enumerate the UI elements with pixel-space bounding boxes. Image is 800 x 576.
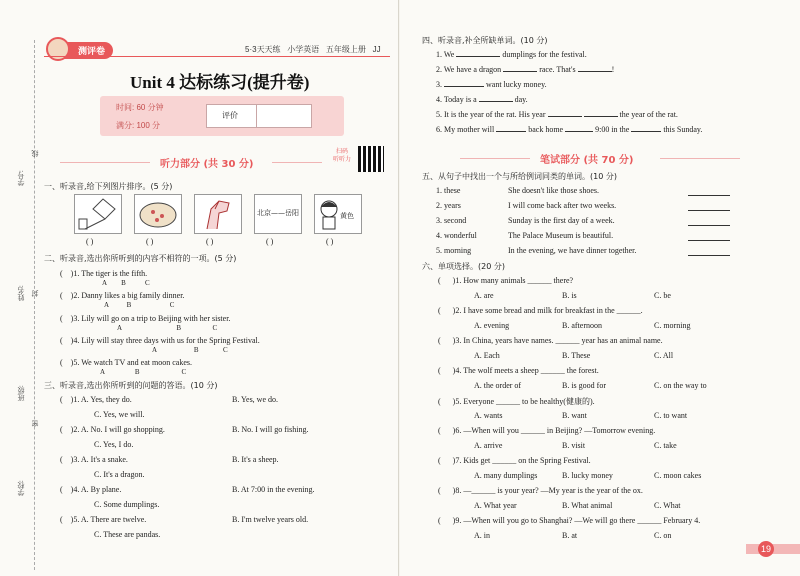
q3-item-2-b: B. No. I will go fishing. [232, 425, 309, 434]
q6-title: 六、单项选择。(20 分) [422, 262, 505, 271]
q5-sentence-2: I will come back after two weeks. [508, 201, 617, 210]
series: 5·3天天练 [245, 45, 281, 54]
q6-item-2: ( )2. I have some bread and milk for breakfast in the ______. [438, 306, 643, 315]
q6-8-a: A. What year [474, 501, 517, 510]
q3-item-1-b: B. Yes, we do. [232, 395, 279, 404]
q3-item-1-c: C. Yes, we will. [94, 410, 145, 419]
scan-hint [333, 148, 351, 164]
section-divider-left [60, 162, 150, 163]
q6-9-b: B. at [562, 531, 578, 540]
test-badge: 测评卷 [56, 42, 113, 59]
writing-divider-right [660, 158, 740, 159]
q2-item-4: ( )4. Lily will stay three days with us for the Spring Festival. [60, 336, 260, 345]
yellow-text: 黄色 [340, 212, 354, 220]
pizza-picture [134, 194, 182, 234]
q6-item-7: ( )7. Kids get ______ on the Spring Festival. [438, 456, 591, 465]
q5-sentence-3: Sunday is the first day of a week. [508, 216, 615, 225]
q4-title: 四、听录音,补全所缺单词。(10 分) [422, 36, 548, 45]
q4-item-1: 1. We dumplings for the festival. [436, 50, 587, 59]
q6-6-b: B. visit [562, 441, 586, 450]
q2-item-3: ( )3. Lily will go on a trip to Beijing with her sister. [60, 314, 231, 323]
q1-title: 一、听录音,给下列图片排序。(5 分) [44, 182, 173, 191]
q5-title: 五、从句子中找出一个与所给例词同类的单词。(10 分) [422, 172, 617, 181]
q4-item-5: 5. It is the year of the rat. His year the year of the rat. [436, 110, 678, 119]
q4-item-4: 4. Today is a day. [436, 95, 528, 104]
yellow-picture [314, 194, 362, 234]
q6-5-a: A. wants [474, 411, 503, 420]
q2-num: 1. [73, 269, 80, 278]
page-number: 19 [758, 541, 774, 557]
q6-7-b: B. lucky money [562, 471, 613, 480]
writing-section-title: 笔试部分 (共 70 分) [540, 155, 634, 166]
q6-2-b: B. afternoon [562, 321, 602, 330]
pizza-icon [135, 195, 181, 233]
q6-item-9: ( )9. —When will you go to Shanghai? —We will go there ______ February 4. [438, 516, 701, 525]
q3-item-5: ( )5. A. There are twelve. [60, 515, 147, 524]
q6-8-c: C. What [654, 501, 681, 510]
q6-7-c: C. moon cakes [654, 471, 702, 480]
q6-9-a: A. in [474, 531, 490, 540]
q2-abc-4: A B C [152, 346, 228, 354]
q5-sentence-4: The Palace Museum is beautiful. [508, 231, 614, 240]
q3-item-3: ( )3. A. It's a snake. [60, 455, 128, 464]
q1-bracket-2[interactable]: ( ) [146, 237, 154, 246]
girl-icon [315, 195, 361, 233]
q3-item-2: ( )2. A. No. I will go shopping. [60, 425, 165, 434]
q6-item-1: ( )1. How many animals ______ there? [438, 276, 574, 285]
q3-item-3-b: B. It's a sheep. [232, 455, 279, 464]
page-title: Unit 4 达标练习(提升卷) [130, 73, 310, 92]
q5-answer-4[interactable] [688, 240, 730, 241]
q5-word-1: 1. these [436, 186, 461, 195]
q5-answer-1[interactable] [688, 195, 730, 196]
q6-3-a: A. Each [474, 351, 500, 360]
q2-item-2: ( )2. Danny likes a big family dinner. [60, 291, 185, 300]
q6-item-6: ( )6. —When will you ______ in Beijing? —Tomorrow evening. [438, 426, 656, 435]
q6-2-c: C. morning [654, 321, 691, 330]
q6-item-4: ( )4. The wolf meets a sheep ______ the forest. [438, 366, 599, 375]
q2-abc-3: A B C [117, 324, 218, 332]
listening-section-title: 听力部分 (共 30 分) [160, 159, 254, 170]
q6-1-a: A. are [474, 291, 494, 300]
q6-item-8: ( )8. —______ is your year? —My year is the year of the ox. [438, 486, 643, 495]
scan-line2: 听听力 [333, 156, 352, 163]
seal-char-seal: 封 [31, 290, 39, 297]
q3-item-5-c: C. These are pandas. [94, 530, 161, 539]
section-divider-right [272, 162, 322, 163]
school-label: 学校: [17, 480, 25, 497]
q6-7-a: A. many dumplings [474, 471, 538, 480]
q6-item-3: ( )3. In China, years have names. ______ year has an animal name. [438, 336, 663, 345]
writing-divider-left [460, 158, 530, 159]
q6-3-b: B. These [562, 351, 591, 360]
q2-sentence: The tiger is the fifth. [81, 269, 148, 278]
route-text: 北京——岳阳 [257, 209, 299, 217]
time-label: 时间: 60 分钟 [116, 103, 164, 112]
q6-1-c: C. be [654, 291, 671, 300]
q2-item-5: ( )5. We watch TV and eat moon cakes. [60, 358, 192, 367]
q4-item-3: 3. want lucky money. [436, 80, 547, 89]
q6-5-b: B. want [562, 411, 587, 420]
q3-item-2-c: C. Yes, I do. [94, 440, 134, 449]
header-info [245, 44, 381, 55]
avatar [46, 37, 70, 61]
q5-answer-3[interactable] [688, 225, 730, 226]
left-page [0, 0, 399, 576]
q5-word-4: 4. wonderful [436, 231, 477, 240]
q4-item-6: 6. My mother will back home 9:00 in the this Sunday. [436, 125, 703, 134]
q2-item-1: ( )1. The tiger is the fifth. [60, 269, 148, 278]
q1-bracket-1[interactable]: ( ) [86, 237, 94, 246]
kite-icon [75, 195, 121, 233]
q5-sentence-1: She doesn't like those shoes. [508, 186, 599, 195]
q3-item-4-c: C. Some dumplings. [94, 500, 160, 509]
eval-label: 评价 [222, 111, 238, 120]
q5-sentence-5: In the evening, we have dinner together. [508, 246, 637, 255]
horse-icon [195, 195, 241, 233]
q4-item-2: 2. We have a dragon race. That's ! [436, 65, 615, 74]
q5-word-2: 2. years [436, 201, 461, 210]
q5-word-5: 5. morning [436, 246, 472, 255]
student-id-label: 学号: [17, 170, 25, 187]
seal-char-secret: 密 [31, 420, 39, 427]
q6-3-c: C. All [654, 351, 674, 360]
q5-answer-5[interactable] [688, 255, 730, 256]
binding-line [34, 40, 35, 570]
q6-4-b: B. is good for [562, 381, 606, 390]
q6-item-5: ( )5. Everyone ______ to be healthy(健康的). [438, 397, 595, 406]
q1-bracket-4[interactable]: ( ) [266, 237, 274, 246]
edition: JJ [372, 45, 381, 54]
q5-word-3: 3. second [436, 216, 467, 225]
grade: 五年级上册 [325, 45, 366, 54]
q6-5-c: C. to want [654, 411, 688, 420]
q1-bracket-5[interactable]: ( ) [326, 237, 334, 246]
q6-9-c: C. on [654, 531, 672, 540]
q3-item-3-c: C. It's a dragon. [94, 470, 145, 479]
kite-picture [74, 194, 122, 234]
right-page [400, 0, 800, 576]
class-label: 班级: [17, 385, 25, 402]
q3-item-1: ( )1. A. Yes, they do. [60, 395, 132, 404]
q5-answer-2[interactable] [688, 210, 730, 211]
q2-abc-5: A B C [100, 368, 187, 376]
q6-4-a: A. the order of [474, 381, 522, 390]
q6-4-c: C. on the way to [654, 381, 707, 390]
q3-item-4-b: B. At 7:00 in the evening. [232, 485, 315, 494]
qr-code[interactable] [358, 146, 384, 172]
q6-1-b: B. is [562, 291, 577, 300]
q3-title: 三、听录音,选出你所听到的问题的答语。(10 分) [44, 381, 218, 390]
q2-abc-2: A B C [104, 301, 175, 309]
q3-item-4: ( )4. A. By plane. [60, 485, 122, 494]
q1-bracket-3[interactable]: ( ) [206, 237, 214, 246]
q6-6-c: C. take [654, 441, 677, 450]
q6-6-a: A. arrive [474, 441, 503, 450]
eval-input-cell[interactable] [256, 104, 312, 128]
subject: 小学英语 [287, 45, 320, 54]
q2-abc-1: A B C [102, 279, 150, 287]
route-picture [254, 194, 302, 234]
horse-picture [194, 194, 242, 234]
seal-char-line: 线 [31, 150, 39, 157]
score-label: 满分: 100 分 [116, 121, 161, 130]
q3-item-5-b: B. I'm twelve years old. [232, 515, 309, 524]
header-divider [44, 56, 390, 57]
scan-line1: 扫码 [336, 148, 349, 155]
q2-title: 二、听录音,选出你所听到的内容不相符的一项。(5 分) [44, 254, 237, 263]
q6-2-a: A. evening [474, 321, 510, 330]
name-label: 姓名: [17, 285, 25, 302]
q6-8-b: B. What animal [562, 501, 613, 510]
